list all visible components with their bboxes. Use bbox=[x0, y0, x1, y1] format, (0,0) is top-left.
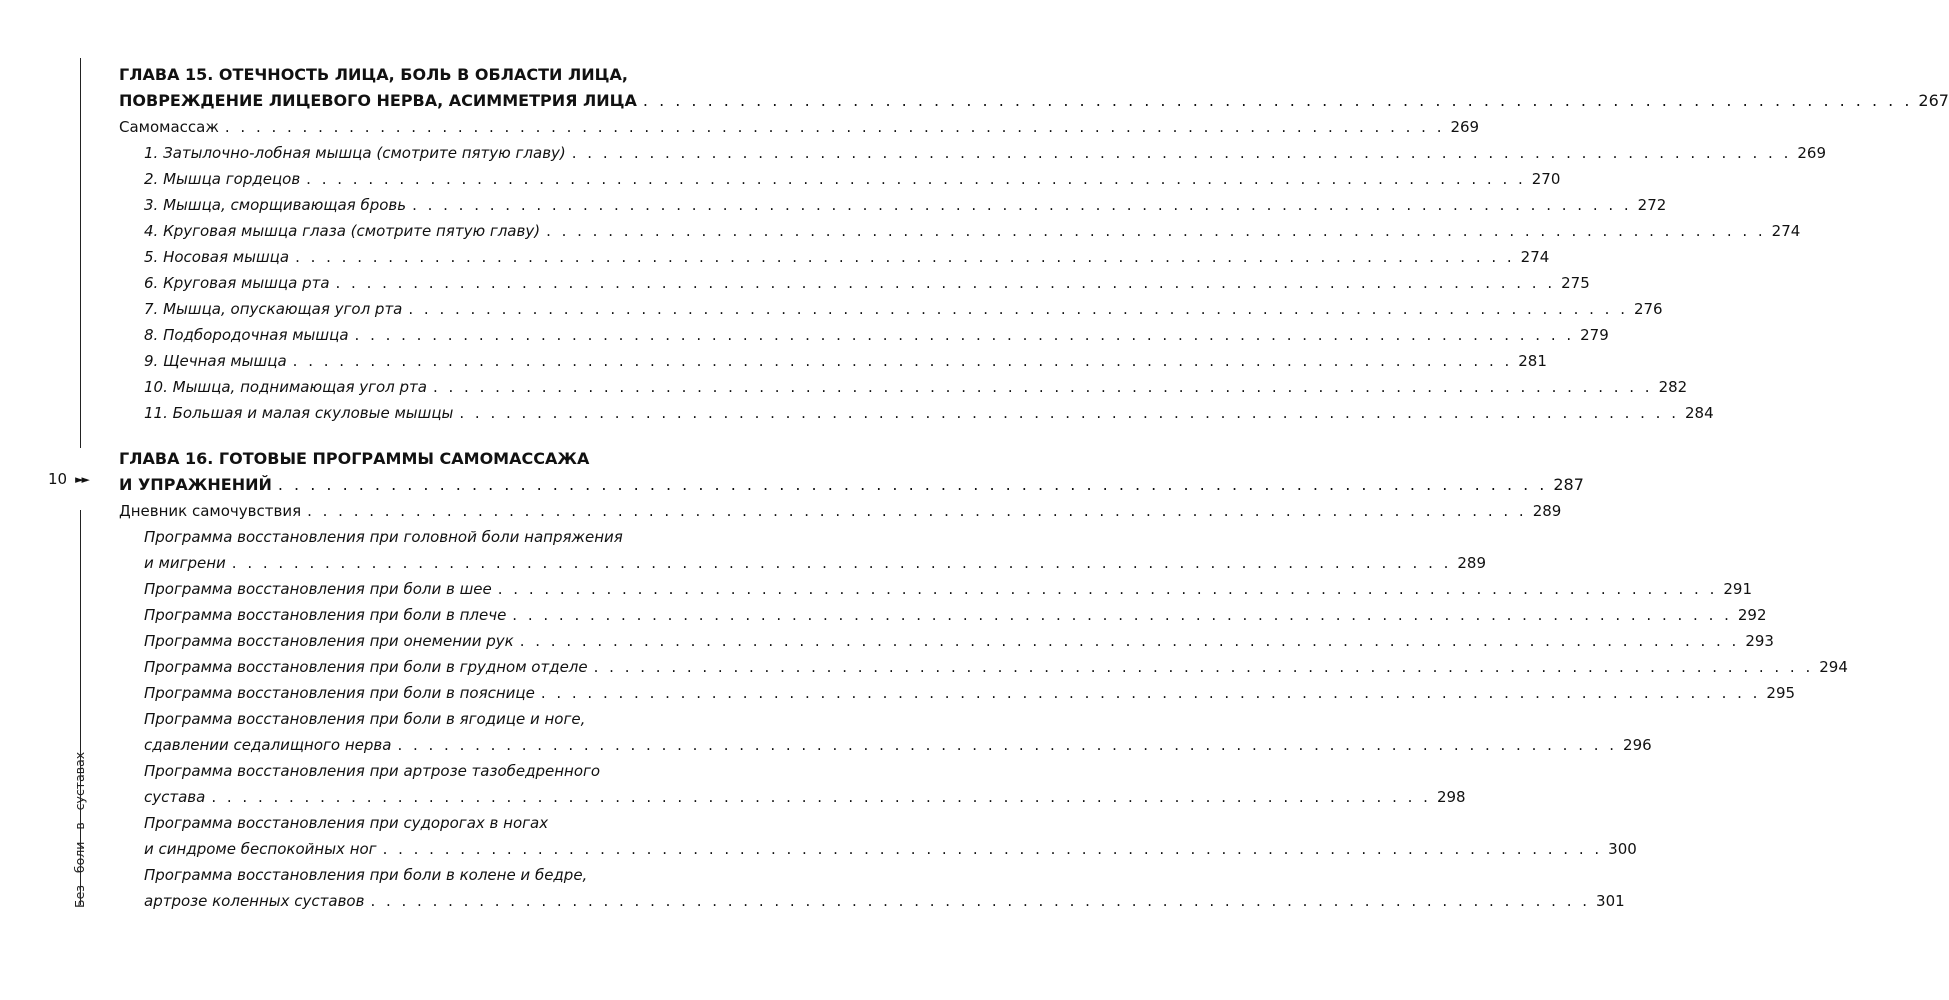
page-number bbox=[48, 470, 88, 488]
toc-item-label: сустава bbox=[144, 788, 206, 806]
toc-item-page: 301 bbox=[1596, 892, 1625, 910]
toc-item[interactable] bbox=[119, 602, 1767, 628]
toc-section-page: 269 bbox=[1450, 118, 1480, 136]
dot-leader: . . . . . . . . . . . . . . . . . . . . . . . . . . . . . . . . . . . . . . . . . . . . . . . . . . . . . . . . . . . . . . . . . . . . . . . . . . . . . . . bbox=[459, 404, 1679, 422]
toc-item-label: и мигрени bbox=[144, 554, 226, 572]
toc-item-label-line1: Программа восстановления при судорогах в ногах bbox=[144, 814, 549, 832]
dot-leader: . . . . . . . . . . . . . . . . . . . . . . . . . . . . . . . . . . . . . . . . . . . . . . . . . . . . . . . . . . . . . . . . . . . . . . . . . . . . . . . bbox=[512, 606, 1732, 624]
dot-leader: . . . . . . . . . . . . . . . . . . . . . . . . . . . . . . . . . . . . . . . . . . . . . . . . . . . . . . . . . . . . . . . . . . . . . . . . . . . . . . . bbox=[546, 222, 1766, 240]
chapter-15-title-line1[interactable] bbox=[119, 62, 699, 88]
toc-item[interactable] bbox=[119, 628, 1774, 654]
toc-item-label: Программа восстановления при боли в шее bbox=[144, 580, 492, 598]
toc-item-label: Программа восстановления при боли в плече bbox=[144, 606, 507, 624]
dot-leader: . . . . . . . . . . . . . . . . . . . . . . . . . . . . . . . . . . . . . . . . . . . . . . . . . . . . . . . . . . . . . . . . . . . . . . . . . . . . . . . bbox=[335, 274, 1556, 292]
chapter-16-title-line1[interactable] bbox=[119, 446, 699, 472]
toc-item-label: 11. Большая и малая скуловые мышцы bbox=[144, 404, 454, 422]
toc-item-label: сдавлении седалищного нерва bbox=[144, 736, 392, 754]
toc-section-page: 289 bbox=[1532, 502, 1562, 520]
dot-leader: . . . . . . . . . . . . . . . . . . . . . . . . . . . . . . . . . . . . . . . . . . . . . . . . . . . . . . . . . . . . . . . . . . . . . . . . . . . . . . . bbox=[231, 554, 1452, 572]
toc-item-page: 274 bbox=[1771, 222, 1801, 240]
toc-item-label: 9. Щечная мышца bbox=[144, 352, 287, 370]
toc-item-label-line1: Программа восстановления при артрозе тазобедренного bbox=[144, 762, 601, 780]
table-of-contents bbox=[119, 62, 1949, 914]
toc-item[interactable] bbox=[119, 244, 1550, 270]
toc-section-label: Дневник самочувствия bbox=[119, 502, 302, 520]
toc-item[interactable] bbox=[119, 732, 1652, 758]
double-arrow-icon: ►► bbox=[75, 472, 89, 486]
toc-item[interactable] bbox=[119, 218, 1801, 244]
toc-item-page: 276 bbox=[1633, 300, 1663, 318]
toc-item-label: 8. Подбородочная мышца bbox=[144, 326, 349, 344]
toc-item-label: 5. Носовая мышца bbox=[144, 248, 290, 266]
toc-item[interactable] bbox=[119, 836, 1637, 862]
toc-item[interactable] bbox=[119, 140, 1826, 166]
toc-item-line1[interactable] bbox=[119, 524, 699, 550]
dot-leader: . . . . . . . . . . . . . . . . . . . . . . . . . . . . . . . . . . . . . . . . . . . . . . . . . . . . . . . . . . . . . . . . . . . . . . . . . . . . . . . bbox=[540, 684, 1761, 702]
chapter-16-title-text1: ГЛАВА 16. ГОТОВЫЕ ПРОГРАММЫ САМОМАССАЖА bbox=[119, 449, 590, 468]
chapter-16-title-line2[interactable] bbox=[119, 472, 1584, 498]
toc-item-label: 10. Мышца, поднимающая угол рта bbox=[144, 378, 427, 396]
toc-item-page: 284 bbox=[1684, 404, 1714, 422]
toc-item-page: 292 bbox=[1737, 606, 1767, 624]
toc-item[interactable] bbox=[119, 192, 1667, 218]
toc-item-label: 7. Мышца, опускающая угол рта bbox=[144, 300, 403, 318]
toc-item-label-line1: Программа восстановления при боли в ягодице и ноге, bbox=[144, 710, 586, 728]
toc-item-page: 289 bbox=[1457, 554, 1487, 572]
toc-item-page: 270 bbox=[1531, 170, 1561, 188]
toc-item-page: 295 bbox=[1766, 684, 1796, 702]
dot-leader: . . . . . . . . . . . . . . . . . . . . . . . . . . . . . . . . . . . . . . . . . . . . . . . . . . . . . . . . . . . . . . . . . . . . . . . . . . . . . . . bbox=[497, 580, 1718, 598]
chapter-15-page: 267 bbox=[1918, 91, 1949, 110]
toc-item-label: 1. Затылочно-лобная мышца (смотрите пятую главу) bbox=[144, 144, 566, 162]
chapter-15-title-text2: ПОВРЕЖДЕНИЕ ЛИЦЕВОГО НЕРВА, АСИММЕТРИЯ ЛИЦА bbox=[119, 91, 637, 110]
toc-item-page: 300 bbox=[1608, 840, 1637, 858]
dot-leader: . . . . . . . . . . . . . . . . . . . . . . . . . . . . . . . . . . . . . . . . . . . . . . . . . . . . . . . . . . . . . . . . . . . . . . . . . . . . . . . bbox=[571, 144, 1792, 162]
toc-item-label: Программа восстановления при боли в грудном отделе bbox=[144, 658, 588, 676]
toc-section-wellbeing-diary[interactable] bbox=[119, 498, 1562, 524]
toc-item[interactable] bbox=[119, 296, 1663, 322]
toc-item-page: 272 bbox=[1637, 196, 1667, 214]
dot-leader: . . . . . . . . . . . . . . . . . . . . . . . . . . . . . . . . . . . . . . . . . . . . . . . . . . . . . . . . . . . . . . . . . . . . . . . . . . . . . . . bbox=[211, 788, 1431, 806]
book-title-vertical: Без боли в суставах bbox=[72, 751, 87, 908]
dot-leader: . . . . . . . . . . . . . . . . . . . . . . . . . . . . . . . . . . . . . . . . . . . . . . . . . . . . . . . . . . . . . . . . . . . . . . . . . . . . . . . bbox=[354, 326, 1575, 344]
dot-leader: . . . . . . . . . . . . . . . . . . . . . . . . . . . . . . . . . . . . . . . . . . . . . . . . . . . . . . . . . . . . . . . . . . . . . . . . . . . . . . . bbox=[277, 475, 1548, 494]
toc-item-page: 275 bbox=[1561, 274, 1590, 292]
toc-item-line1[interactable] bbox=[119, 862, 699, 888]
dot-leader: . . . . . . . . . . . . . . . . . . . . . . . . . . . . . . . . . . . . . . . . . . . . . . . . . . . . . . . . . . . . . . . . . . . . . . . . . . . . . . . bbox=[408, 300, 1628, 318]
toc-section-self-massage[interactable] bbox=[119, 114, 1480, 140]
toc-item-label: 3. Мышца, сморщивающая бровь bbox=[144, 196, 407, 214]
toc-item[interactable] bbox=[119, 322, 1609, 348]
margin-rule-top bbox=[80, 58, 81, 448]
toc-item[interactable] bbox=[119, 550, 1487, 576]
dot-leader: . . . . . . . . . . . . . . . . . . . . . . . . . . . . . . . . . . . . . . . . . . . . . . . . . . . . . . . . . . . . . . . . . . . . . . . . . . . . . . . bbox=[397, 736, 1618, 754]
toc-item-label: 6. Круговая мышца рта bbox=[144, 274, 330, 292]
toc-item-page: 281 bbox=[1518, 352, 1547, 370]
toc-item[interactable] bbox=[119, 400, 1714, 426]
toc-item-label: Программа восстановления при онемении рук bbox=[144, 632, 514, 650]
toc-item-label: Программа восстановления при боли в пояснице bbox=[144, 684, 535, 702]
dot-leader: . . . . . . . . . . . . . . . . . . . . . . . . . . . . . . . . . . . . . . . . . . . . . . . . . . . . . . . . . . . . . . . . . . . . . . . . . . . . . . . bbox=[370, 892, 1591, 910]
dot-leader: . . . . . . . . . . . . . . . . . . . . . . . . . . . . . . . . . . . . . . . . . . . . . . . . . . . . . . . . . . . . . . . . . . . . . . . . . . . . . . . bbox=[306, 170, 1526, 188]
toc-item-page: 291 bbox=[1723, 580, 1752, 598]
toc-item-page: 282 bbox=[1658, 378, 1688, 396]
toc-item-label: и синдроме беспокойных ног bbox=[144, 840, 377, 858]
toc-item[interactable] bbox=[119, 784, 1466, 810]
chapter-15-title-text1: ГЛАВА 15. ОТЕЧНОСТЬ ЛИЦА, БОЛЬ В ОБЛАСТИ ЛИЦА, bbox=[119, 65, 628, 84]
toc-item[interactable] bbox=[119, 374, 1688, 400]
toc-item-page: 296 bbox=[1623, 736, 1652, 754]
toc-item[interactable] bbox=[119, 654, 1848, 680]
toc-item-label: 4. Круговая мышца глаза (смотрите пятую главу) bbox=[144, 222, 541, 240]
dot-leader: . . . . . . . . . . . . . . . . . . . . . . . . . . . . . . . . . . . . . . . . . . . . . . . . . . . . . . . . . . . . . . . . . . . . . . . . . . . . . . . bbox=[382, 840, 1603, 858]
dot-leader: . . . . . . . . . . . . . . . . . . . . . . . . . . . . . . . . . . . . . . . . . . . . . . . . . . . . . . . . . . . . . . . . . . . . . . . . . . . . . . . bbox=[224, 118, 1445, 136]
toc-item-label-line1: Программа восстановления при головной боли напряжения bbox=[144, 528, 623, 546]
chapter-16-title-text2: И УПРАЖНЕНИЙ bbox=[119, 475, 272, 494]
toc-item[interactable] bbox=[119, 888, 1625, 914]
toc-item-label-line1: Программа восстановления при боли в колене и бедре, bbox=[144, 866, 588, 884]
toc-item-page: 298 bbox=[1436, 788, 1466, 806]
chapter-16-page: 287 bbox=[1553, 475, 1584, 494]
toc-section-label: Самомассаж bbox=[119, 118, 219, 136]
toc-item[interactable] bbox=[119, 576, 1752, 602]
toc-item[interactable] bbox=[119, 166, 1561, 192]
chapter-15-title-line2[interactable] bbox=[119, 88, 1949, 114]
toc-item-label: артрозе коленных суставов bbox=[144, 892, 365, 910]
chapter-spacer bbox=[119, 426, 699, 446]
dot-leader: . . . . . . . . . . . . . . . . . . . . . . . . . . . . . . . . . . . . . . . . . . . . . . . . . . . . . . . . . . . . . . . . . . . . . . . . . . . . . . . bbox=[593, 658, 1814, 676]
toc-item-line1[interactable] bbox=[119, 706, 699, 732]
dot-leader: . . . . . . . . . . . . . . . . . . . . . . . . . . . . . . . . . . . . . . . . . . . . . . . . . . . . . . . . . . . . . . . . . . . . . . . . . . . . . . . bbox=[307, 502, 1527, 520]
toc-item[interactable] bbox=[119, 270, 1590, 296]
toc-item-label: 2. Мышца гордецов bbox=[144, 170, 301, 188]
toc-item-line1[interactable] bbox=[119, 758, 699, 784]
dot-leader: . . . . . . . . . . . . . . . . . . . . . . . . . . . . . . . . . . . . . . . . . . . . . . . . . . . . . . . . . . . . . . . . . . . . . . . . . . . . . . . bbox=[295, 248, 1515, 266]
toc-item-page: 293 bbox=[1745, 632, 1774, 650]
toc-item-page: 274 bbox=[1520, 248, 1550, 266]
toc-item[interactable] bbox=[119, 348, 1547, 374]
dot-leader: . . . . . . . . . . . . . . . . . . . . . . . . . . . . . . . . . . . . . . . . . . . . . . . . . . . . . . . . . . . . . . . . . . . . . . . . . . . . . . . bbox=[292, 352, 1513, 370]
toc-item-page: 269 bbox=[1797, 144, 1826, 162]
toc-item[interactable] bbox=[119, 680, 1796, 706]
toc-item-page: 294 bbox=[1819, 658, 1848, 676]
dot-leader: . . . . . . . . . . . . . . . . . . . . . . . . . . . . . . . . . . . . . . . . . . . . . . . . . . . . . . . . . . . . . . . . . . . . . . . . . . . . . . . bbox=[519, 632, 1740, 650]
toc-item-line1[interactable] bbox=[119, 810, 699, 836]
dot-leader: . . . . . . . . . . . . . . . . . . . . . . . . . . . . . . . . . . . . . . . . . . . . . . . . . . . . . . . . . . . . . . . . . . . . . . . . . . . . . . . bbox=[432, 378, 1653, 396]
toc-item-page: 279 bbox=[1580, 326, 1609, 344]
dot-leader: . . . . . . . . . . . . . . . . . . . . . . . . . . . . . . . . . . . . . . . . . . . . . . . . . . . . . . . . . . . . . . . . . . . . . . . . . . . . . . . bbox=[642, 91, 1913, 110]
dot-leader: . . . . . . . . . . . . . . . . . . . . . . . . . . . . . . . . . . . . . . . . . . . . . . . . . . . . . . . . . . . . . . . . . . . . . . . . . . . . . . . bbox=[412, 196, 1632, 214]
page-number-value: 10 bbox=[48, 470, 68, 488]
